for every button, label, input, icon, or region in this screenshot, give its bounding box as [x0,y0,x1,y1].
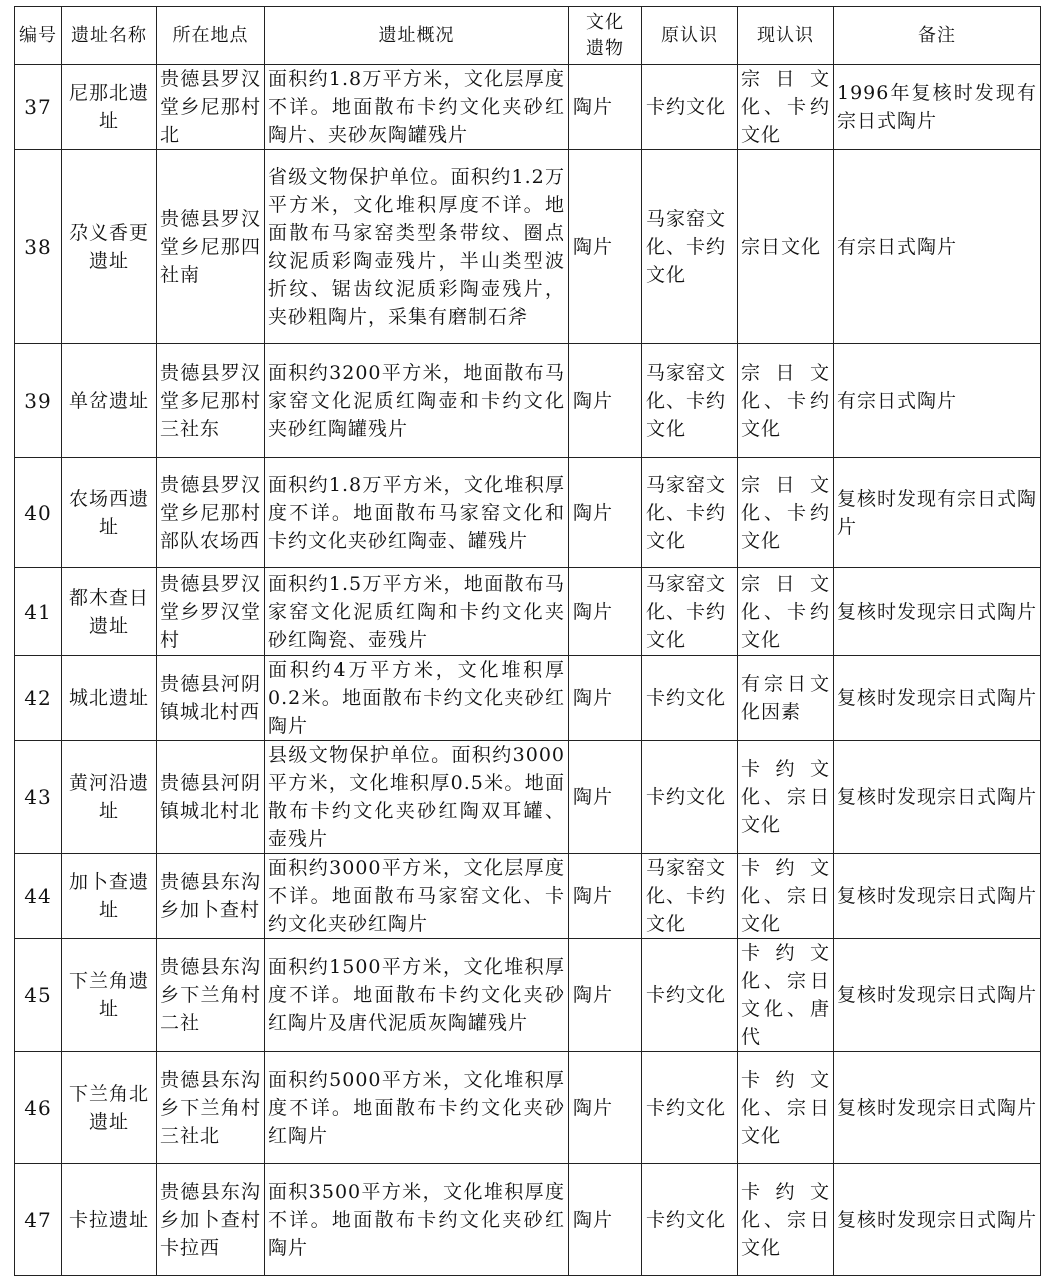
table-body [15,65,1041,1276]
site-name: 下兰角遗址 [62,939,157,1052]
site-current-attribution: 卡约文化、宗日文化 [738,1164,834,1276]
site-original-attribution: 卡约文化 [642,1052,738,1164]
site-name: 黄河沿遗址 [62,741,157,854]
site-name: 尕义香更遗址 [62,150,157,344]
site-summary: 面积约1.5万平方米，地面散布马家窑文化泥质红陶和卡约文化夹砂红陶瓷、壶残片 [265,568,569,656]
site-original-attribution: 马家窑文化、卡约文化 [642,568,738,656]
site-summary: 面积3500平方米，文化堆积厚度不详。地面散布卡约文化夹砂红陶片 [265,1164,569,1276]
site-original-attribution: 卡约文化 [642,656,738,741]
site-current-attribution: 卡约文化、宗日文化 [738,1052,834,1164]
site-relics: 陶片 [569,344,642,458]
site-location: 贵德县罗汉堂乡罗汉堂村 [157,568,265,656]
site-id: 39 [15,344,62,458]
header-current: 现认识 [738,7,834,65]
site-id: 45 [15,939,62,1052]
table-row [15,939,1041,1052]
site-location: 贵德县河阴镇城北村北 [157,741,265,854]
site-original-attribution: 马家窑文化、卡约文化 [642,458,738,568]
site-current-attribution: 宗日文化、卡约文化 [738,65,834,150]
site-original-attribution: 卡约文化 [642,1164,738,1276]
table-row [15,1164,1041,1276]
site-location: 贵德县河阴镇城北村西 [157,656,265,741]
site-id: 44 [15,854,62,939]
header-note: 备注 [834,7,1041,65]
site-id: 46 [15,1052,62,1164]
site-id: 37 [15,65,62,150]
header-summary: 遗址概况 [265,7,569,65]
site-original-attribution: 卡约文化 [642,741,738,854]
table-row [15,854,1041,939]
site-summary: 省级文物保护单位。面积约1.2万平方米，文化堆积厚度不详。地面散布马家窑类型条带纹、圈点纹泥质彩陶壶残片，半山类型波折纹、锯齿纹泥质彩陶壶残片，夹砂粗陶片，采集有磨制石斧 [265,150,569,344]
site-id: 41 [15,568,62,656]
table-row [15,656,1041,741]
site-current-attribution: 卡约文化、宗日文化 [738,854,834,939]
site-name: 城北遗址 [62,656,157,741]
header-row [15,7,1041,65]
site-name: 卡拉遗址 [62,1164,157,1276]
site-id: 38 [15,150,62,344]
site-summary: 面积约5000平方米，文化堆积厚度不详。地面散布卡约文化夹砂红陶片 [265,1052,569,1164]
table-row [15,150,1041,344]
site-relics: 陶片 [569,458,642,568]
site-note: 有宗日式陶片 [834,344,1041,458]
header-location: 所在地点 [157,7,265,65]
site-summary: 面积约1.8万平方米，文化堆积厚度不详。地面散布马家窑文化和卡约文化夹砂红陶壶、罐残片 [265,458,569,568]
site-location: 贵德县罗汉堂乡尼那村部队农场西 [157,458,265,568]
table-row [15,568,1041,656]
site-location: 贵德县东沟乡下兰角村三社北 [157,1052,265,1164]
site-original-attribution: 马家窑文化、卡约文化 [642,150,738,344]
site-current-attribution: 宗日文化、卡约文化 [738,344,834,458]
site-location: 贵德县罗汉堂乡尼那村北 [157,65,265,150]
site-summary: 面积约1500平方米，文化堆积厚度不详。地面散布卡约文化夹砂红陶片及唐代泥质灰陶罐残片 [265,939,569,1052]
site-relics: 陶片 [569,65,642,150]
site-id: 40 [15,458,62,568]
site-summary: 县级文物保护单位。面积约3000平方米，文化堆积厚0.5米。地面散布卡约文化夹砂红陶双耳罐、壶残片 [265,741,569,854]
site-relics: 陶片 [569,741,642,854]
header-relics: 文化遗物 [569,7,642,65]
site-summary: 面积约1.8万平方米，文化层厚度不详。地面散布卡约文化夹砂红陶片、夹砂灰陶罐残片 [265,65,569,150]
site-original-attribution: 马家窑文化、卡约文化 [642,854,738,939]
site-name: 加卜查遗址 [62,854,157,939]
sites-table [14,6,1041,1276]
table-row [15,1052,1041,1164]
table-row [15,344,1041,458]
site-name: 尼那北遗址 [62,65,157,150]
site-current-attribution: 宗日文化、卡约文化 [738,458,834,568]
site-note: 复核时发现宗日式陶片 [834,1052,1041,1164]
site-note: 复核时发现宗日式陶片 [834,568,1041,656]
site-original-attribution: 马家窑文化、卡约文化 [642,344,738,458]
site-note: 复核时发现宗日式陶片 [834,854,1041,939]
site-note: 有宗日式陶片 [834,150,1041,344]
site-relics: 陶片 [569,939,642,1052]
site-id: 43 [15,741,62,854]
site-note: 复核时发现宗日式陶片 [834,1164,1041,1276]
site-name: 单岔遗址 [62,344,157,458]
site-current-attribution: 卡约文化、宗日文化、唐代 [738,939,834,1052]
header-original: 原认识 [642,7,738,65]
site-relics: 陶片 [569,656,642,741]
site-name: 农场西遗址 [62,458,157,568]
site-note: 复核时发现宗日式陶片 [834,656,1041,741]
site-note: 复核时发现有宗日式陶片 [834,458,1041,568]
site-location: 贵德县东沟乡下兰角村二社 [157,939,265,1052]
site-current-attribution: 有宗日文化因素 [738,656,834,741]
site-id: 47 [15,1164,62,1276]
site-note: 1996年复核时发现有宗日式陶片 [834,65,1041,150]
header-id: 编号 [15,7,62,65]
site-original-attribution: 卡约文化 [642,65,738,150]
site-relics: 陶片 [569,1052,642,1164]
site-original-attribution: 卡约文化 [642,939,738,1052]
site-relics: 陶片 [569,568,642,656]
site-location: 贵德县罗汉堂乡尼那四社南 [157,150,265,344]
site-note: 复核时发现宗日式陶片 [834,741,1041,854]
site-relics: 陶片 [569,854,642,939]
sites-table-container [14,6,1040,1276]
site-note: 复核时发现宗日式陶片 [834,939,1041,1052]
site-id: 42 [15,656,62,741]
site-name: 下兰角北遗址 [62,1052,157,1164]
site-summary: 面积约4万平方米，文化堆积厚0.2米。地面散布卡约文化夹砂红陶片 [265,656,569,741]
header-name: 遗址名称 [62,7,157,65]
site-relics: 陶片 [569,150,642,344]
site-summary: 面积约3000平方米，文化层厚度不详。地面散布马家窑文化、卡约文化夹砂红陶片 [265,854,569,939]
site-summary: 面积约3200平方米，地面散布马家窑文化泥质红陶壶和卡约文化夹砂红陶罐残片 [265,344,569,458]
site-relics: 陶片 [569,1164,642,1276]
table-row [15,741,1041,854]
site-current-attribution: 宗日文化、卡约文化 [738,568,834,656]
site-location: 贵德县罗汉堂多尼那村三社东 [157,344,265,458]
site-current-attribution: 卡约文化、宗日文化 [738,741,834,854]
site-name: 都木查日遗址 [62,568,157,656]
site-current-attribution: 宗日文化 [738,150,834,344]
site-location: 贵德县东沟乡加卜查村卡拉西 [157,1164,265,1276]
site-location: 贵德县东沟乡加卜查村 [157,854,265,939]
table-row [15,65,1041,150]
table-row [15,458,1041,568]
